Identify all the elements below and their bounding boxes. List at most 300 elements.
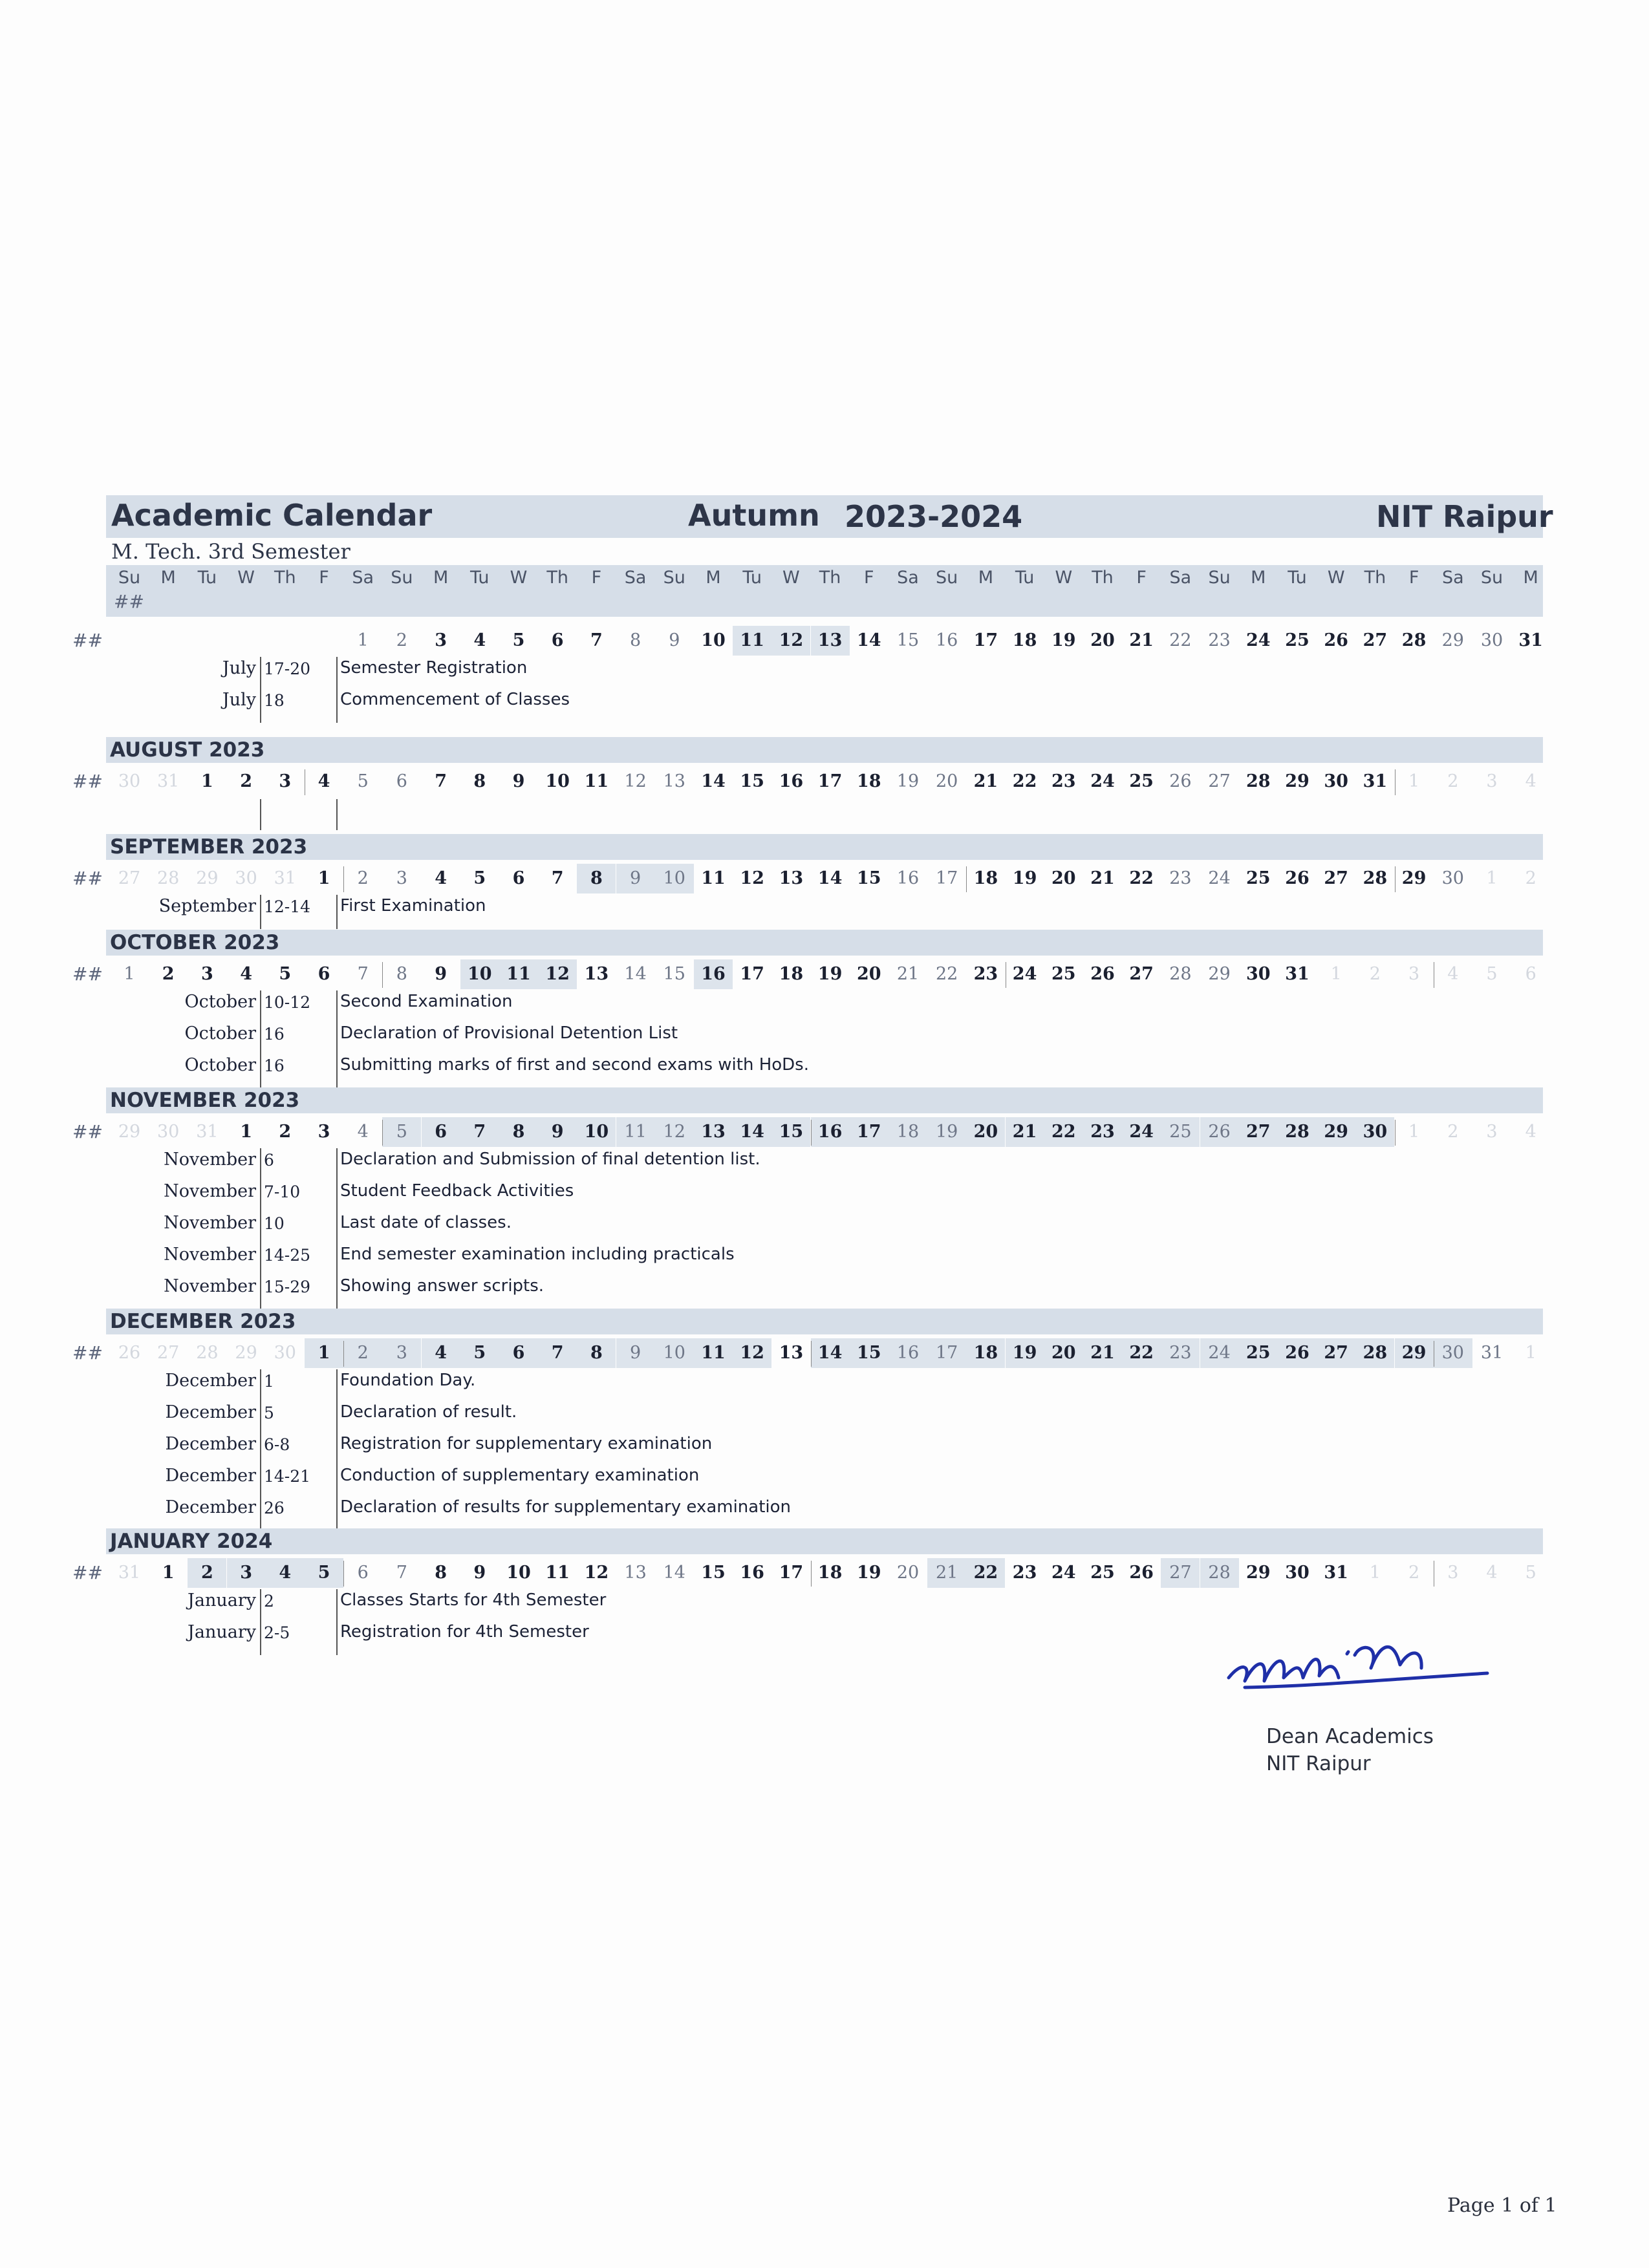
day-cell: 16 [889,1338,927,1368]
day-cell: 9 [435,964,447,984]
weekday-label: Sa [1441,568,1464,588]
day-cell: 22 [1044,1117,1083,1147]
day-cell: 6 [1525,964,1536,984]
day-cell: 5 [279,964,292,984]
weekday-label: Su [391,568,413,588]
day-cell: 30 [157,1122,180,1142]
day-cell: 17 [779,1563,804,1583]
day-cell: 12 [740,868,764,888]
day-cell: 9 [473,1563,486,1583]
day-cell: 27 [1208,771,1231,791]
day-cell: 16 [896,868,920,888]
weekday-label: Tu [197,568,217,588]
weekday-label: Su [118,568,141,588]
weekday-label: Tu [742,568,762,588]
event-dates: 18 [264,691,285,710]
day-cell: 27 [1129,964,1154,984]
day-cell: 1 [1369,1563,1381,1583]
week-divider [343,1341,344,1367]
day-cell: 25 [1161,1117,1200,1147]
month-band [106,1309,1543,1334]
day-cell: 17 [850,1117,889,1147]
weekday-label: Su [663,568,685,588]
event-description: Declaration of results for supplementary examination [340,1497,792,1517]
day-cell: 26 [1090,964,1115,984]
day-cell: 27 [1161,1558,1200,1588]
day-cell: 9 [669,630,680,650]
day-cell: 30 [274,1343,296,1363]
event-dates: 7-10 [264,1182,301,1201]
day-cell: 10 [577,1117,616,1147]
weekday-label: Th [274,568,296,588]
day-cell: 13 [584,964,609,984]
day-cell: 27 [1317,1338,1355,1368]
weekday-label: Tu [1015,568,1035,588]
day-cell: 25 [1246,868,1271,888]
dean-signature [1216,1616,1500,1720]
day-cell: 22 [1122,1338,1161,1368]
day-cell: 12 [538,959,577,989]
event-description: Showing answer scripts. [340,1276,544,1296]
day-cell: 15 [771,1117,810,1147]
weekday-label: Tu [470,568,490,588]
event-description: Second Examination [340,992,513,1011]
day-cell: 23 [973,964,998,984]
day-cell: 7 [435,771,447,791]
day-cell: 11 [733,626,771,656]
day-cell: 8 [577,1338,616,1368]
day-cell: 23 [1051,771,1076,791]
day-cell: 18 [779,964,804,984]
day-cell: 10 [655,1338,694,1368]
day-cell: 2 [1447,1122,1459,1142]
day-cell: 26 [1200,1117,1239,1147]
week-divider [343,866,344,892]
day-cell: 23 [1012,1563,1037,1583]
day-cell: 19 [927,1117,966,1147]
day-cell: 6 [318,964,330,984]
day-cell: 20 [857,964,881,984]
day-cell: 17 [740,964,764,984]
day-cell: 13 [663,771,685,791]
day-cell: 29 [1285,771,1310,791]
day-cell: 7 [590,630,603,650]
event-dates: 2 [264,1592,274,1610]
day-cell: 13 [694,1117,733,1147]
day-cell: 28 [1278,1117,1317,1147]
event-description: Classes Starts for 4th Semester [340,1590,607,1610]
weekday-label: Th [546,568,568,588]
event-divider [336,990,338,1088]
day-cell: 28 [157,868,180,888]
calendar-title: Academic Calendar [111,498,433,533]
day-cell: 17 [927,1338,966,1368]
day-cell: 7 [460,1117,499,1147]
day-cell: 27 [118,868,141,888]
day-cell: 15 [740,771,764,791]
weekday-label: W [237,568,255,588]
day-cell: 28 [1355,1338,1394,1368]
event-month: December [165,1434,256,1454]
week-divider [966,866,967,892]
day-cell: 21 [1129,630,1154,650]
day-cell: 16 [740,1563,764,1583]
day-cell: 4 [422,1338,460,1368]
day-cell: 17 [973,630,998,650]
day-cell: 3 [382,1338,421,1368]
day-cell: 14 [624,964,647,984]
day-cell: 3 [435,630,447,650]
day-cell: 3 [227,1558,266,1588]
row-marker: ## [72,1562,103,1583]
day-cell: 30 [1355,1117,1394,1147]
day-cell: 31 [1480,1343,1503,1363]
event-month: November [164,1181,256,1201]
day-cell: 18 [817,1563,843,1583]
day-cell: 19 [896,771,920,791]
day-cell: 18 [889,1117,927,1147]
day-cell: 2 [162,964,175,984]
day-cell: 30 [235,868,257,888]
row-marker: ## [72,963,103,985]
day-cell: 5 [357,771,369,791]
weekday-label: Th [819,568,841,588]
week-divider [1395,1120,1396,1146]
day-cell: 3 [1486,771,1498,791]
day-cell: 4 [318,771,330,791]
event-divider [260,1369,261,1530]
event-month: September [158,896,256,916]
day-cell: 18 [1012,630,1037,650]
day-cell: 10 [545,771,570,791]
event-description: Registration for 4th Semester [340,1622,589,1642]
weekday-label: W [1055,568,1073,588]
month-name: SEPTEMBER 2023 [110,835,308,859]
day-cell: 24 [1012,964,1037,984]
event-description: Foundation Day. [340,1371,476,1390]
day-cell: 21 [896,964,920,984]
day-cell: 30 [1324,771,1348,791]
day-cell: 19 [857,1563,881,1583]
month-name: AUGUST 2023 [110,738,265,762]
day-cell: 2 [396,630,407,650]
day-cell: 28 [1200,1558,1239,1588]
month-name: OCTOBER 2023 [110,931,280,954]
event-description: Declaration of Provisional Detention List [340,1023,678,1043]
day-cell: 30 [118,771,141,791]
row-marker: ## [72,1121,103,1142]
event-description: Commencement of Classes [340,690,570,709]
event-dates: 2-5 [264,1623,290,1642]
weekday-label: Sa [624,568,647,588]
event-dates: 15-29 [264,1278,311,1296]
event-dates: 26 [264,1499,285,1517]
day-cell: 11 [545,1563,570,1583]
day-cell: 29 [196,868,219,888]
day-cell: 1 [124,964,135,984]
day-cell: 14 [701,771,726,791]
day-cell: 18 [966,1338,1005,1368]
day-cell: 25 [1051,964,1076,984]
day-cell: 20 [1044,1338,1083,1368]
day-cell: 30 [1434,1338,1472,1368]
week-divider [382,962,383,988]
day-cell: 31 [1363,771,1388,791]
day-cell: 26 [1278,1338,1317,1368]
event-divider [260,799,261,830]
event-divider [336,895,338,929]
day-cell: 8 [630,630,641,650]
day-cell: 30 [1285,1563,1310,1583]
day-cell: 16 [694,959,733,989]
day-cell: 8 [499,1117,538,1147]
day-cell: 19 [1051,630,1076,650]
month-name: NOVEMBER 2023 [110,1089,300,1112]
day-cell: 20 [1051,868,1076,888]
day-cell: 24 [1051,1563,1076,1583]
event-month: July [222,658,256,678]
day-cell: 27 [1324,868,1348,888]
day-cell: 10 [506,1563,531,1583]
week-divider [1395,769,1396,795]
event-dates: 17-20 [264,659,311,678]
day-cell: 6 [499,1338,538,1368]
day-cell: 11 [499,959,538,989]
day-cell: 30 [1480,630,1503,650]
day-cell: 29 [118,1122,141,1142]
day-cell: 27 [157,1343,180,1363]
event-month: December [165,1371,256,1391]
event-description: First Examination [340,896,486,915]
day-cell: 10 [701,630,726,650]
month-band [106,930,1543,956]
day-cell: 4 [266,1558,305,1588]
weekday-label: M [160,568,176,588]
day-cell: 13 [624,1563,647,1583]
day-cell: 16 [936,630,958,650]
day-cell: 3 [200,964,213,984]
event-month: July [222,690,256,710]
weekday-label: W [1327,568,1345,588]
event-dates: 6-8 [264,1435,290,1454]
day-cell: 3 [396,868,407,888]
day-cell: 12 [584,1563,609,1583]
day-cell: 1 [305,1338,343,1368]
day-cell: 7 [551,868,564,888]
day-cell: 30 [1441,868,1464,888]
day-cell: 16 [811,1117,850,1147]
day-cell: 6 [396,771,407,791]
event-month: December [165,1402,256,1422]
day-cell: 28 [1169,964,1192,984]
day-cell: 22 [966,1558,1005,1588]
signatory-title: Dean Academics [1266,1725,1434,1748]
day-cell: 15 [701,1563,726,1583]
event-description: Student Feedback Activities [340,1181,574,1201]
day-cell: 21 [1006,1117,1044,1147]
month-band [106,834,1543,860]
day-cell: 31 [118,1563,141,1583]
institute-name: NIT Raipur [1376,499,1553,534]
day-cell: 1 [1525,1343,1536,1363]
day-cell: 15 [663,964,685,984]
day-cell: 17 [936,868,958,888]
day-cell: 26 [1285,868,1310,888]
day-cell: 24 [1090,771,1115,791]
day-cell: 14 [663,1563,685,1583]
day-cell: 23 [1161,1338,1200,1368]
day-cell: 13 [779,868,804,888]
day-cell: 3 [1486,1122,1498,1142]
day-cell: 16 [779,771,804,791]
day-cell: 28 [1401,630,1427,650]
day-cell: 12 [771,626,810,656]
event-month: January [188,1590,256,1610]
weekday-label: M [978,568,994,588]
day-cell: 2 [1408,1563,1420,1583]
weekday-label: Sa [1169,568,1192,588]
week-divider [382,1120,383,1146]
event-dates: 5 [264,1404,274,1422]
day-cell: 29 [235,1343,257,1363]
day-cell: 12 [733,1338,771,1368]
event-divider [260,1589,261,1655]
event-month: November [164,1276,256,1296]
day-cell: 4 [357,1122,369,1142]
row-marker: ## [72,771,103,792]
week-divider [343,1561,344,1587]
day-cell: 24 [1208,868,1231,888]
event-dates: 16 [264,1056,285,1075]
event-dates: 1 [264,1372,274,1391]
day-cell: 13 [779,1343,804,1363]
weekday-label: Th [1092,568,1114,588]
event-divider [260,657,261,723]
day-cell: 29 [1395,1338,1434,1368]
day-cell: 5 [473,868,486,888]
weekday-label: M [1251,568,1266,588]
week-divider [1395,866,1396,892]
day-cell: 12 [655,1117,694,1147]
month-band [106,1528,1543,1554]
weekday-label: F [1408,568,1419,588]
day-cell: 23 [1169,868,1192,888]
day-cell: 5 [305,1558,343,1588]
day-cell: 9 [616,1338,655,1368]
day-cell: 2 [1525,868,1536,888]
day-cell: 26 [1324,630,1348,650]
day-cell: 8 [473,771,486,791]
day-cell: 22 [936,964,958,984]
weekday-label: W [782,568,800,588]
day-cell: 1 [162,1563,175,1583]
day-cell: 2 [188,1558,226,1588]
day-cell: 11 [701,868,726,888]
day-cell: 20 [1090,630,1115,650]
day-cell: 31 [1518,630,1543,650]
row-marker: ## [72,630,103,651]
day-cell: 4 [1525,1122,1536,1142]
day-cell: 6 [422,1117,460,1147]
day-cell: 31 [196,1122,219,1142]
day-cell: 19 [1012,868,1037,888]
day-cell: 3 [318,1122,330,1142]
weekday-label: Tu [1288,568,1307,588]
weekday-label: Th [1364,568,1386,588]
day-cell: 28 [1246,771,1271,791]
event-divider [336,1148,338,1309]
weekday-label: F [1136,568,1147,588]
event-divider [336,1369,338,1530]
event-description: Registration for supplementary examination [340,1434,713,1453]
row-marker: ## [72,868,103,889]
term-label: Autumn [688,498,820,533]
weekday-label: M [706,568,721,588]
day-cell: 1 [1408,1122,1420,1142]
day-cell: 5 [1525,1563,1536,1583]
weekday-label: M [433,568,449,588]
day-cell: 15 [850,1338,889,1368]
day-cell: 21 [927,1558,966,1588]
event-description: Last date of classes. [340,1213,512,1232]
day-cell: 25 [1090,1563,1115,1583]
day-cell: 22 [1129,868,1154,888]
day-cell: 20 [936,771,958,791]
weekday-label: F [864,568,874,588]
day-cell: 8 [577,864,616,893]
day-cell: 14 [733,1117,771,1147]
event-dates: 14-21 [264,1467,311,1486]
academic-year: 2023-2024 [845,499,1023,534]
week-divider [811,1341,812,1367]
day-cell: 13 [811,626,850,656]
day-cell: 2 [1369,964,1381,984]
day-cell: 17 [817,771,843,791]
day-cell: 1 [1486,868,1498,888]
day-cell: 24 [1200,1338,1239,1368]
day-cell: 21 [973,771,998,791]
day-cell: 14 [817,868,843,888]
day-cell: 31 [1285,964,1310,984]
day-cell: 29 [1441,630,1464,650]
day-cell: 24 [1122,1117,1161,1147]
day-cell: 4 [240,964,252,984]
day-cell: 8 [435,1563,447,1583]
day-cell: 7 [396,1563,407,1583]
program-subtitle: M. Tech. 3rd Semester [111,539,350,564]
day-cell: 30 [1246,964,1271,984]
weekday-label: Sa [897,568,919,588]
week-divider [811,1120,812,1146]
day-cell: 4 [1486,1563,1498,1583]
event-dates: 12-14 [264,897,311,916]
day-cell: 19 [817,964,843,984]
event-month: December [165,1497,256,1517]
day-cell: 9 [616,864,655,893]
day-cell: 11 [616,1117,655,1147]
day-cell: 29 [1317,1117,1355,1147]
day-cell: 1 [200,771,213,791]
event-month: October [184,992,256,1012]
day-cell: 29 [1246,1563,1271,1583]
day-cell: 24 [1246,630,1271,650]
day-cell: 3 [1447,1563,1459,1583]
day-cell: 26 [1169,771,1192,791]
day-cell: 5 [512,630,525,650]
day-cell: 4 [473,630,486,650]
event-month: November [164,1245,256,1265]
day-cell: 25 [1129,771,1154,791]
